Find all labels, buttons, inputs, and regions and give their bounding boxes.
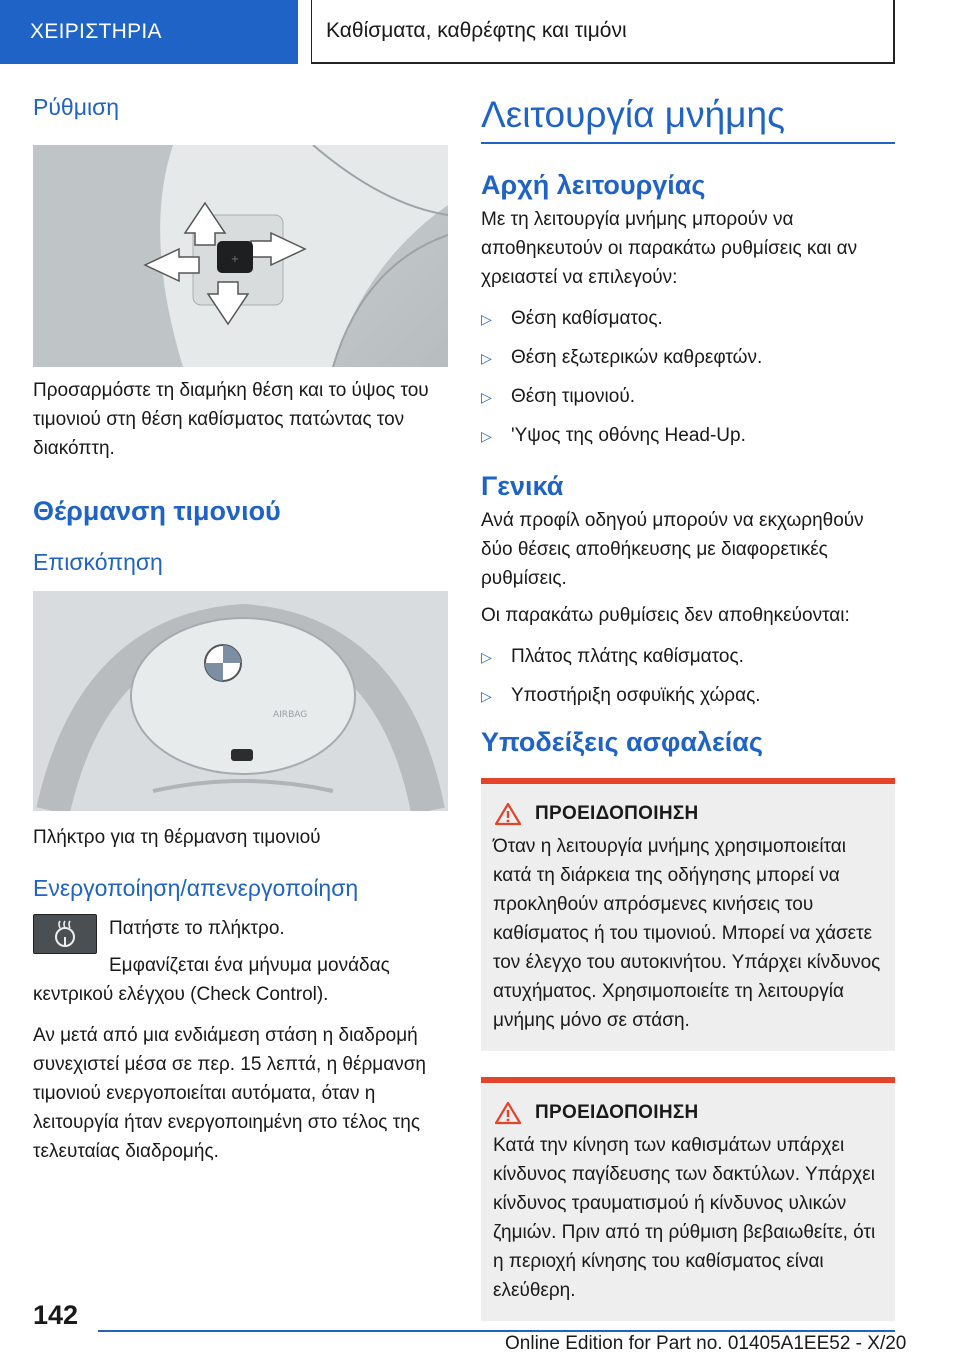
triangle-bullet-icon: ▷ (481, 350, 492, 366)
warning-triangle-icon (495, 1101, 521, 1125)
check-control-text: Εμφανίζεται ένα μήνυμα μονάδας κεντρικού ελέγχου (Check Control). (33, 955, 390, 1005)
overview-heading: Επισκόπηση (33, 549, 163, 575)
warning-triangle-icon (495, 802, 521, 826)
principle-heading: Αρχή λειτουργίας (481, 170, 706, 200)
activation-heading: Ενεργοποίηση/απενεργοποίηση (33, 875, 359, 901)
press-button-text: Πατήστε το πλήκτρο. (109, 918, 285, 939)
principle-text: Με τη λειτουργία μνήμης μπορούν να αποθηκευτούν οι παρακάτω ρυθμίσεις και αν χρειαστεί να επιλεγούν: (481, 209, 858, 288)
warning-text: Κατά την κίνηση των καθισμάτων υπάρχει κίνδυνος παγίδευσης των δακτύλων. Υπάρχει κίνδυνος τραυματισμού ή κίνδυνος υλικών ζημιών. Πριν από τη ρύθμιση βεβαιωθείτε, ότι η περιοχή κίνησης του καθίσματος είναι ελεύθερη. (493, 1135, 876, 1301)
list-item: ▷ Θέση εξωτερικών καθρεφτών. (481, 343, 895, 373)
steering-wheel-illustration (33, 591, 448, 811)
auto-heating-text: Αν μετά από μια ενδιάμεση στάση η διαδρομή συνεχιστεί μέσα σε περ. 15 λεπτά, η θέρμανση τιμονιού ενεργοποιείται αυτόματα, όταν η λειτουργία ήταν ενεργοποιημένη στο τέλος της τελευταίας διαδρομής. (33, 1025, 426, 1162)
triangle-bullet-icon: ▷ (481, 428, 492, 444)
left-column (33, 94, 448, 1166)
heating-heading: Θέρμανση τιμονιού (33, 496, 281, 526)
footer-rule (98, 1330, 895, 1332)
warning-box (481, 778, 895, 1051)
steering-adjust-image (33, 145, 448, 367)
steering-wheel-image (33, 591, 448, 811)
right-column (481, 94, 895, 1321)
activation-block (33, 914, 448, 1009)
warning-box (481, 1077, 895, 1321)
general-text: Ανά προφίλ οδηγού μπορούν να εκχωρηθούν δύο θέσεις αποθήκευσης με διαφορετικές ρυθμίσεις. (481, 510, 864, 589)
triangle-bullet-icon: ▷ (481, 649, 492, 665)
warning-header (481, 784, 895, 826)
svg-text:+: + (230, 254, 240, 265)
warning-label: ΠΡΟΕΙΔΟΠΟΙΗΣΗ (535, 1102, 699, 1123)
adjust-switch-illustration (33, 145, 448, 367)
memory-heading: Λειτουργία μνήμης (481, 94, 785, 135)
page-number: 142 (33, 1300, 79, 1330)
list-item: ▷ 'Υψος της οθόνης Head-Up. (481, 421, 895, 451)
adjust-text: Προσαρμόστε τη διαμήκη θέση και το ύψος του τιμονιού στη θέση καθίσματος πατώντας τον διακόπτη. (33, 380, 429, 459)
general-heading: Γενικά (481, 471, 564, 501)
triangle-bullet-icon: ▷ (481, 389, 492, 405)
memory-heading-rule (481, 142, 895, 144)
warning-header (481, 1083, 895, 1125)
triangle-bullet-icon: ▷ (481, 688, 492, 704)
list-item: ▷ Θέση καθίσματος. (481, 304, 895, 334)
adjust-heading: Ρύθμιση (33, 94, 120, 120)
footer-edition: Online Edition for Part no. 01405A1EE52 - X/20 (505, 1333, 907, 1354)
not-saved-list (481, 642, 895, 711)
warning-label: ΠΡΟΕΙΔΟΠΟΙΗΣΗ (535, 803, 699, 824)
principle-list (481, 304, 895, 451)
not-saved-text: Οι παρακάτω ρυθμίσεις δεν αποθηκεύονται: (481, 605, 850, 626)
warning-text: Όταν η λειτουργία μνήμης χρησιμοποιείται κατά τη διάρκεια της οδήγησης μπορεί να προκληθούν απρόσμενες κινήσεις του καθίσματος ή του τιμονιού. Μπορεί να χάσετε τον έλεγχο του αυτοκινήτου. Υπάρχει κίνδυνος ατυχήματος. Χρησιμοποιείτε τη λειτουργία μνήμης μόνο σε στάση. (493, 836, 881, 1031)
image-caption: Πλήκτρο για τη θέρμανση τιμονιού (33, 827, 321, 848)
section-tab[interactable]: ΧΕΙΡΙΣΤΗΡΙΑ (0, 0, 298, 64)
steering-heating-icon (50, 919, 80, 949)
safety-heading: Υποδείξεις ασφαλείας (481, 727, 763, 757)
steering-heating-button[interactable] (33, 914, 97, 954)
list-item: ▷ Θέση τιμονιού. (481, 382, 895, 412)
list-item: ▷ Υποστήριξη οσφυϊκής χώρας. (481, 681, 895, 711)
list-item: ▷ Πλάτος πλάτης καθίσματος. (481, 642, 895, 672)
airbag-label: AIRBAG (273, 710, 308, 720)
chapter-title: Καθίσματα, καθρέφτης και τιμόνι (311, 0, 895, 64)
triangle-bullet-icon: ▷ (481, 311, 492, 327)
